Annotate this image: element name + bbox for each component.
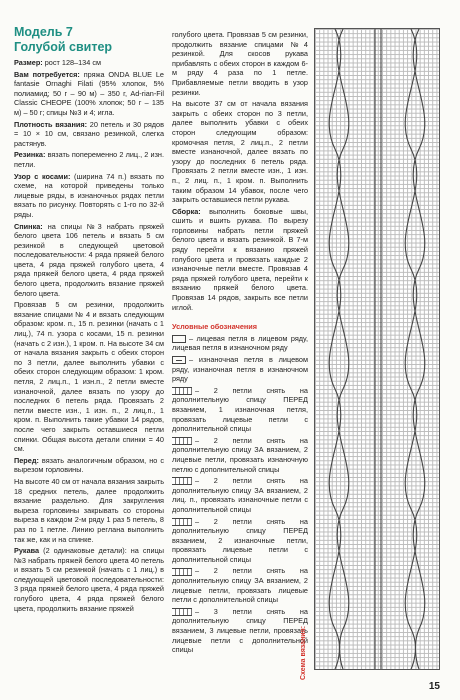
- legend-item: [172, 566, 308, 604]
- paragraph-text: вязать аналогичным образом, но с вырезом горловины.: [14, 455, 164, 475]
- cable-symbol-icon: [172, 518, 192, 526]
- legend-item-text: – 2 петли снять на дополнительную спицу ЗА вязанием, 2 лицевые петли, провязать лицевые петли с дополнительной спицы: [172, 566, 308, 605]
- cable-symbol-icon: [172, 477, 192, 485]
- paragraph: [14, 120, 164, 149]
- model-subtitle: Голубой свитер: [14, 40, 113, 54]
- cable-symbol-icon: [172, 608, 192, 616]
- paragraph: [14, 222, 164, 299]
- paragraph-label: Резинка:: [14, 150, 46, 160]
- paragraph: [14, 172, 164, 220]
- cable-pattern-icon: [315, 29, 439, 669]
- paragraph: [14, 58, 164, 68]
- right-text-column: [172, 30, 308, 657]
- legend-item-text: – 2 петли снять на дополнительную спицу ПЕРЕД вязанием, 2 изнаночные петли, провязать лицевые петли с дополнительной спицы: [172, 516, 308, 564]
- legend-item-text: – изнаночная петля в лицевом ряду, изнаночная петля в изнаночном ряду: [172, 355, 308, 384]
- legend-item-text: – 2 петли снять на дополнительную спицу ПЕРЕД вязанием, 1 изнаночная петля, провязать лицевые петли с дополнительной спицы: [172, 385, 308, 434]
- diagram-label: Схема вязания:: [300, 625, 307, 680]
- paragraph-text: голубого цвета. Провязав 5 см резинки, продолжить вязание спицами №4 резинкой. Для скосов рукава прибавлять с обеих сторон в каждом 6-м ряду 4 раза по 1 петле. Прибавляемые петли вводить в узор резинки.: [172, 30, 308, 97]
- paragraph: [14, 477, 164, 544]
- legend-list: [172, 334, 308, 655]
- paragraph-text: На высоте 37 см от начала вязания закрыть с обеих сторон по 3 петли, далее выполнить убавки с обеих сторон следующим образом: кромочная петля, 2 лиц.п., 2 петли вместе изнаночной, далее вязать по узору до последних 6 петель ряда. Провязать 2 петли вместе изн., 1 изн. п., 2 лиц. п., 1 кром. п. Выполнить таким образом 14 убавок, после чего закрыть оставшиеся петли рукава.: [172, 99, 308, 205]
- paragraph-text: 20 петель и 30 рядов = 10 × 10 см, связано резинкой, слегка растянув.: [14, 119, 164, 148]
- paragraph-text: рост 128–134 см: [42, 58, 101, 67]
- legend-item: [172, 607, 308, 655]
- legend-item: [172, 355, 308, 384]
- knitting-chart-grid: [314, 28, 440, 670]
- left-paragraphs: [14, 58, 164, 613]
- paragraph-text: Провязав 5 см резинки, продолжить вязание спицами № 4 и вязать следующим образом: кром. п., 15 п. резинки (начать с 1 лиц.), 74 п. узора с косами, 15 п. резинки (начать с 2 изн.), 1 кром. п. На высоте 34 см от начала вязания закрыть с обеих сторон по 3 петли, далее выполнить убавки с обеих сторон следующим образом: 1 кром. петля, 2 лиц.п., 1 изн.п., 2 петли вместе изнаночной, далее вязать по узору до последних 6 петель ряда. Провязать 2 петли вместе изн., 1 изн. п., 2 лиц.п., 1 кром. п. Выполнить такие убавки 14 рядов, после чего закрыть оставшиеся петли спинки. Общая высота детали спинки = 40 см.: [14, 300, 164, 454]
- paragraph-text: На высоте 40 см от начала вязания закрыть 18 средних петель, далее продолжить вязание раздельно. Для закругления выреза горловины закрывать со стороны выреза в каждом 2-м ряду 1 раз 5 петель, 8 раз по 1 петле. Линию реглана выполнить так же, как и на спинке.: [14, 476, 164, 544]
- right-paragraphs: [172, 30, 308, 312]
- legend-item-text: – 2 петли снять на дополнительную спицу ЗА вязанием, 2 лицевые петли, провязать изнаночную петлю с дополнительной спицы: [172, 435, 308, 474]
- paragraph: [14, 456, 164, 475]
- paragraph-label: Размер:: [14, 58, 43, 67]
- legend-title: Условные обозначения: [172, 322, 258, 332]
- paragraph: [14, 546, 164, 613]
- model-title: Модель 7: [14, 25, 73, 39]
- stitch-symbol-icon: [172, 356, 186, 364]
- paragraph: [14, 150, 164, 169]
- paragraph-text: (ширина 74 п.) вязать по схеме, на которой приведены только лицевые ряды, в изнаночных рядах петли вязать по рисунку. Повторять с 1-го по 32-й ряды.: [14, 171, 164, 219]
- paragraph-text: вязать попеременно 2 лиц., 2 изн. петли.: [14, 150, 164, 169]
- paragraph: [172, 207, 308, 313]
- legend-item: [172, 517, 308, 565]
- paragraph-text: (2 одинаковые детали): на спицы №3 набрать пряжей белого цвета 40 петель и вязать 5 см резинкой (начать с 1 лиц.) в следующей цветовой последовательности: 3 ряда пряжей белого цвета, 4 ряда пряжей голубого цвета, 4 ряда пряжей белого цвета, продолжить вязание пряжей: [14, 546, 164, 613]
- legend-item-text: – 2 петли снять на дополнительную спицу ЗА вязанием, 2 лиц. п., провязать изнаночные петли с дополнительной спицы: [172, 476, 308, 514]
- paragraph: [14, 300, 164, 454]
- cable-symbol-icon: [172, 387, 192, 395]
- cable-symbol-icon: [172, 437, 192, 445]
- legend-item: [172, 386, 308, 434]
- legend-item: [172, 476, 308, 514]
- paragraph: [14, 70, 164, 118]
- paragraph-text: выполнить боковые швы, сшить и вшить рукава. По вырезу горловины набрать петли пряжей белого цвета и вязать резинкой. В 7-м ряду перейти к вязанию пряжей голубого цвета и провязать каждые 2 изнаночные петли вместе. Провязав 4 ряда пряжей голубого цвета, перейти к вязанию пряжей белого цвета. Провязав 14 рядов, закрыть все петли иглой.: [172, 206, 308, 312]
- paragraph-label: Спинка:: [14, 221, 43, 231]
- paragraph-label: Узор с косами:: [14, 171, 71, 181]
- legend-item: [172, 334, 308, 353]
- paragraph-label: Вам потребуется:: [14, 69, 80, 79]
- paragraph-label: Перед:: [14, 455, 39, 465]
- left-text-column: [14, 26, 164, 615]
- paragraph-label: Рукава: [14, 546, 40, 556]
- stitch-symbol-icon: [172, 335, 186, 343]
- page-number: 15: [428, 681, 440, 692]
- legend-item: [172, 436, 308, 474]
- paragraph: [172, 99, 308, 205]
- legend-item-text: – лицевая петля в лицевом ряду, лицевая петля в изнаночном ряду: [172, 333, 308, 353]
- cable-symbol-icon: [172, 568, 192, 576]
- paragraph: [172, 30, 308, 97]
- paragraph-text: пряжа ONDA BLUE Le fantasie Ornaghi Filati (95% хлопок, 5% полиамид; 50 г – 90 м) – 350 г, Ad-rian-Fil Classic CHEOPE (100% хлопок; 50 г – 135 м) – 50 г; спицы №3 и 4; игла.: [14, 69, 164, 117]
- paragraph-label: Плотность вязания:: [14, 119, 88, 129]
- paragraph-label: Сборка:: [172, 206, 201, 216]
- legend-item-text: – 3 петли снять на дополнительную спицу ПЕРЕД вязанием, 3 лицевые петли, провязать лицевые петли с дополнительной спицы: [172, 606, 308, 655]
- paragraph-text: на спицы №3 набрать пряжей белого цвета 106 петель и вязать 5 см резинкой в следующей цветовой последовательности: 4 ряда пряжей белого цвета, 4 ряда пряжей голубого цвета, 4 ряда пряжей белого цвета, 4 ряда пряжей белого цвета, продолжить вязание пряжей белого цвета.: [14, 221, 164, 298]
